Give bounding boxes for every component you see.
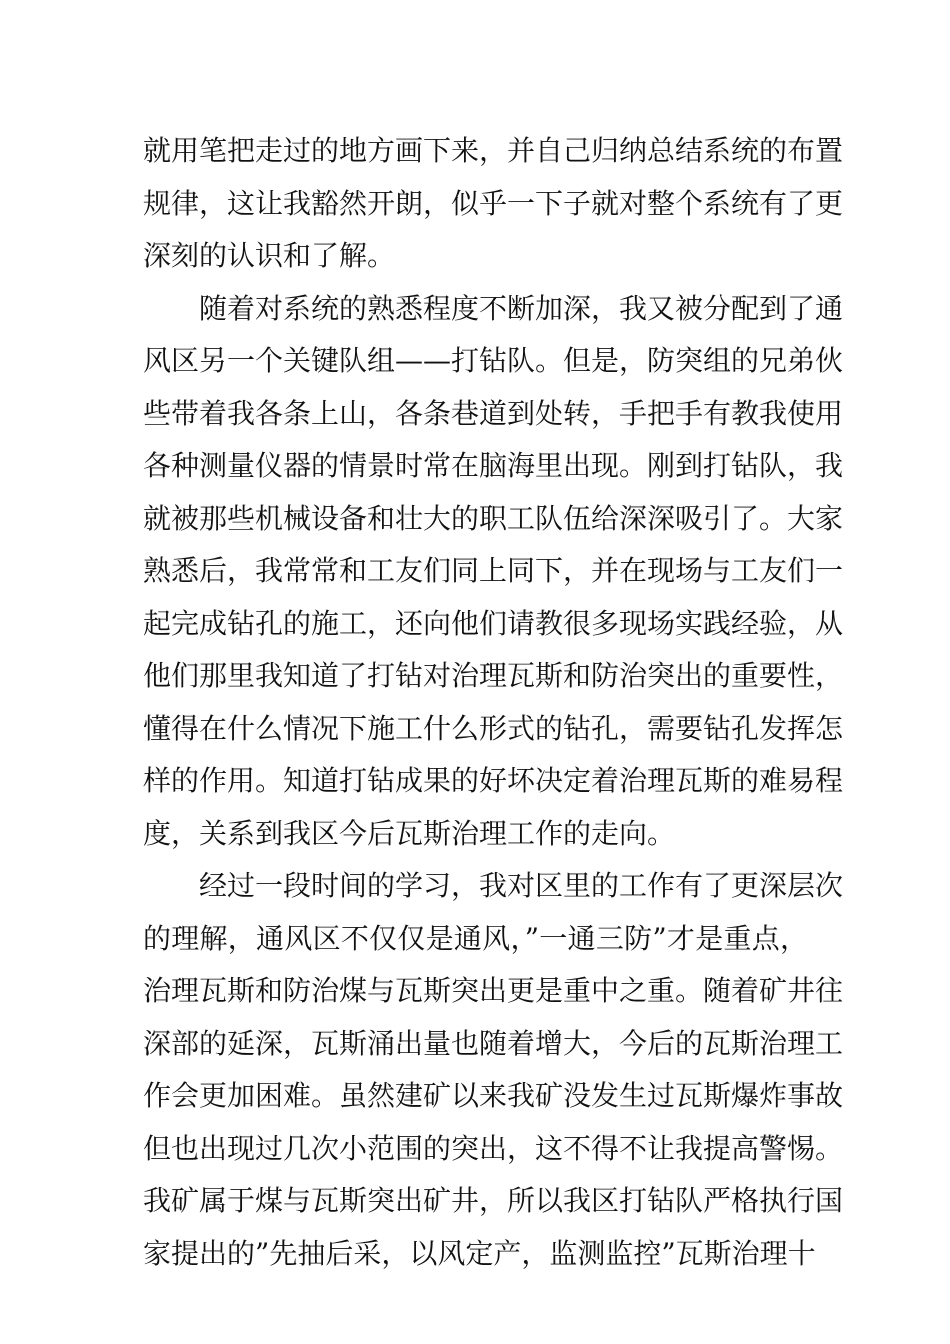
- text-line: 深部的延深，瓦斯涌出量也随着增大，今后的瓦斯治理工: [143, 1026, 844, 1060]
- text-line: 作会更加困难。虽然建矿以来我矿没发生过瓦斯爆炸事故: [143, 1079, 844, 1112]
- text-line: 但也出现过几次小范围的突出，这不得不让我提高警惕。: [143, 1131, 844, 1165]
- text-line: 随着对系统的熟悉程度不断加深，我又被分配到了通: [199, 291, 844, 325]
- text-line: 规律，这让我豁然开朗，似乎一下子就对整个系统有了更: [143, 186, 844, 220]
- text-line: 风区另一个关键队组——打钻队。但是，防突组的兄弟伙: [143, 344, 844, 377]
- text-line: 深刻的认识和了解。: [143, 239, 396, 272]
- text-line: 各种测量仪器的情景时常在脑海里出现。刚到打钻队，我: [143, 449, 844, 482]
- text-line: 熟悉后，我常常和工友们同上同下，并在现场与工友们一: [143, 554, 844, 587]
- text-line: 的理解，通风区不仅仅是通风，”一通三防”才是重点，: [143, 921, 808, 955]
- text-line: 家提出的”先抽后采，以风定产，监测监控”瓦斯治理十: [143, 1236, 816, 1270]
- text-line: 就被那些机械设备和壮大的职工队伍给深深吸引了。大家: [143, 501, 844, 535]
- text-line: 样的作用。知道打钻成果的好坏决定着治理瓦斯的难易程: [143, 764, 844, 797]
- text-line: 经过一段时间的学习，我对区里的工作有了更深层次: [199, 869, 844, 902]
- text-line: 些带着我各条上山，各条巷道到处转，手把手有教我使用: [143, 396, 844, 430]
- text-line: 治理瓦斯和防治煤与瓦斯突出更是重中之重。随着矿井往: [143, 974, 844, 1007]
- text-line: 懂得在什么情况下施工什么形式的钻孔，需要钻孔发挥怎: [143, 711, 844, 745]
- text-line: 度，关系到我区今后瓦斯治理工作的走向。: [143, 816, 676, 850]
- text-line: 他们那里我知道了打钻对治理瓦斯和防治突出的重要性，: [143, 659, 844, 692]
- text-line: 就用笔把走过的地方画下来，并自己归纳总结系统的布置: [143, 134, 844, 167]
- text-line: 起完成钻孔的施工，还向他们请教很多现场实践经验，从: [143, 606, 844, 640]
- text-line: 我矿属于煤与瓦斯突出矿井，所以我区打钻队严格执行国: [143, 1184, 844, 1217]
- body-text: [143, 125, 844, 1280]
